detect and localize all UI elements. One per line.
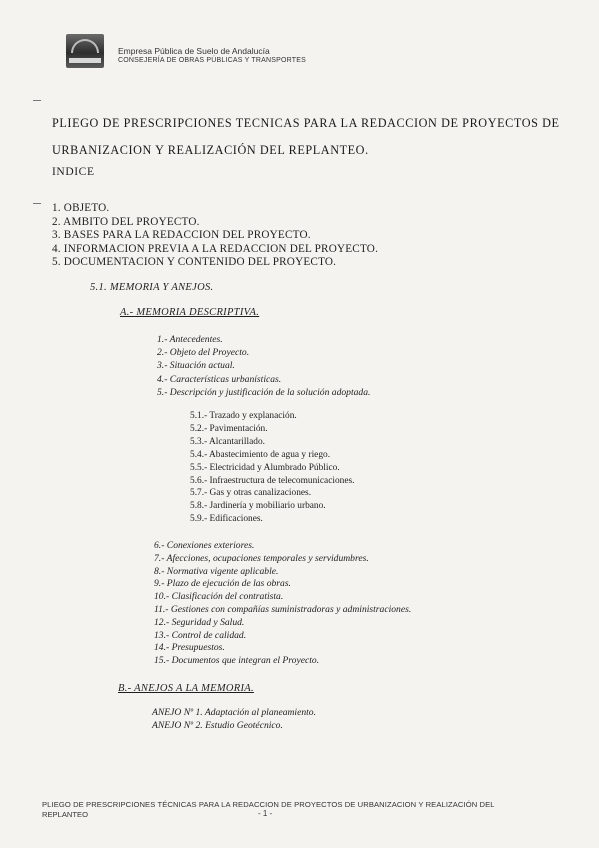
toc-item: 4. INFORMACION PREVIA A LA REDACCION DEL PROYECTO. <box>52 242 379 255</box>
list-item: 5.8.- Jardinería y mobiliario urbano. <box>190 501 326 512</box>
list-item: 9.- Plazo de ejecución de las obras. <box>154 578 291 590</box>
page-number: - 1 - <box>258 809 273 818</box>
memoria-list-continued <box>154 540 411 668</box>
list-item: 3.- Situación actual. <box>157 360 235 372</box>
table-of-contents <box>52 202 378 270</box>
toc-item: 3. BASES PARA LA REDACCION DEL PROYECTO. <box>52 229 311 242</box>
section-heading: 5.1. MEMORIA Y ANEJOS. <box>90 282 214 293</box>
list-item: 2.- Objeto del Proyecto. <box>157 347 250 359</box>
list-item: 1.- Antecedentes. <box>157 334 223 345</box>
anejos-list <box>152 706 316 732</box>
toc-item: 1. OBJETO. <box>52 202 110 214</box>
list-item: 4.- Características urbanísticas. <box>157 373 282 385</box>
footer-line1: PLIEGO DE PRESCRIPCIONES TÉCNICAS PARA LA REDACCION DE PROYECTOS DE URBANIZACION Y REALIZACIÓN DEL <box>42 800 495 809</box>
margin-mark <box>33 203 41 204</box>
list-item: 5.6.- Infraestructura de telecomunicaciones. <box>190 475 355 486</box>
toc-item: 2. AMBITO DEL PROYECTO. <box>52 215 200 228</box>
list-item: 8.- Normativa vigente aplicable. <box>154 565 279 577</box>
list-item: 6.- Conexiones exteriores. <box>154 540 255 551</box>
list-item: 5.7.- Gas y otras canalizaciones. <box>190 488 312 499</box>
org-name: Empresa Pública de Suelo de Andalucía <box>118 46 270 56</box>
list-item: ANEJO Nº 2. Estudio Geotécnico. <box>152 720 283 731</box>
subsection-list <box>190 410 355 526</box>
index-heading: INDICE <box>52 166 95 178</box>
list-item: 14.- Presupuestos. <box>154 642 225 654</box>
anejos-heading: B.- ANEJOS A LA MEMORIA. <box>118 683 254 694</box>
list-item: 5.4.- Abastecimiento de agua y riego. <box>190 449 331 460</box>
list-item: 5.3.- Alcantarillado. <box>190 436 265 447</box>
margin-mark <box>33 100 41 101</box>
list-item: 11.- Gestiones con compañías suministradoras y administraciones. <box>154 603 412 615</box>
list-item: 5.- Descripción y justificación de la solución adoptada. <box>157 386 371 398</box>
footer-line2: REPLANTEO <box>42 810 88 819</box>
list-item: 13.- Control de calidad. <box>154 629 247 641</box>
list-item: 12.- Seguridad y Salud. <box>154 616 245 628</box>
document-title-line2: URBANIZACION Y REALIZACIÓN DEL REPLANTEO. <box>52 143 369 157</box>
memoria-list <box>157 333 370 399</box>
junta-andalucia-logo <box>66 34 104 68</box>
org-department: CONSEJERÍA DE OBRAS PÚBLICAS Y TRANSPORTES <box>118 57 306 64</box>
document-title-line1: PLIEGO DE PRESCRIPCIONES TECNICAS PARA LA REDACCION DE PROYECTOS DE <box>52 116 560 130</box>
toc-item: 5. DOCUMENTACION Y CONTENIDO DEL PROYECTO. <box>52 256 337 269</box>
list-item: 7.- Afecciones, ocupaciones temporales y servidumbres. <box>154 552 369 564</box>
list-item: 5.2.- Pavimentación. <box>190 423 268 434</box>
list-item: ANEJO Nº 1. Adaptación al planeamiento. <box>152 707 317 718</box>
list-item: 10.- Clasificación del contratista. <box>154 591 284 603</box>
list-item: 5.1.- Trazado y explanación. <box>190 411 297 421</box>
memoria-heading: A.- MEMORIA DESCRIPTIVA. <box>120 307 260 318</box>
list-item: 15.- Documentos que integran el Proyecto. <box>154 655 320 667</box>
list-item: 5.9.- Edificaciones. <box>190 514 263 525</box>
list-item: 5.5.- Electricidad y Alumbrado Público. <box>190 462 340 473</box>
